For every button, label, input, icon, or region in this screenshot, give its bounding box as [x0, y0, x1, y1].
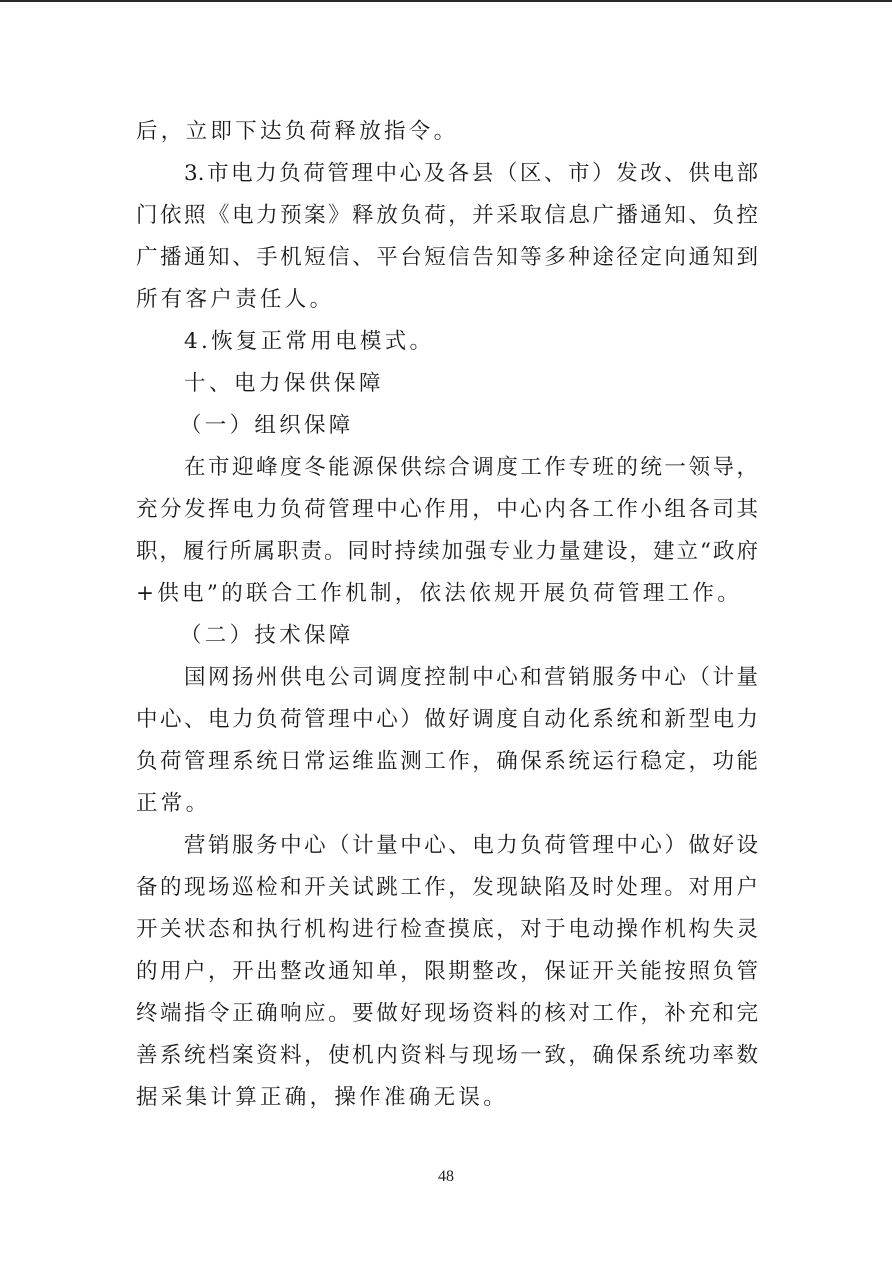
text-line: 正常。 [136, 791, 211, 816]
top-border-line [0, 0, 892, 2]
text-line: 开关状态和执行机构进行检查摸底，对于电动操作机构失灵 [136, 917, 758, 942]
text-line: 广播通知、手机短信、平台短信告知等多种途径定向通知到 [136, 245, 758, 270]
subsection-heading: （一）组织保障 [180, 413, 354, 438]
text-line: 负荷管理系统日常运维监测工作，确保系统运行稳定，功能 [136, 749, 758, 774]
text-line: 的用户，开出整改通知单，限期整改，保证开关能按照负管 [136, 959, 758, 984]
text-line: 充分发挥电力负荷管理中心作用，中心内各工作小组各司其 [136, 497, 758, 522]
text-line: 在市迎峰度冬能源保供综合调度工作专班的统一领导， [184, 455, 758, 480]
text-line: 国网扬州供电公司调度控制中心和营销服务中心（计量 [184, 665, 758, 690]
text-line: 据采集计算正确，操作准确无误。 [136, 1085, 509, 1110]
text-line: 备的现场巡检和开关试跳工作，发现缺陷及时处理。对用户 [136, 875, 758, 900]
text-line: 营销服务中心（计量中心、电力负荷管理中心）做好设 [184, 833, 758, 858]
section-heading: 十、电力保供保障 [184, 371, 385, 396]
text-line: 职，履行所属职责。同时持续加强专业力量建设，建立“政府 [136, 539, 758, 564]
text-line: 后，立即下达负荷释放指令。 [136, 119, 459, 144]
text-line: 3.市电力负荷管理中心及各县（区、市）发改、供电部 [184, 161, 758, 186]
text-line: 4.恢复正常用电模式。 [184, 329, 435, 354]
text-line: +供电”的联合工作机制，依法依规开展负荷管理工作。 [136, 581, 743, 606]
page-number: 48 [438, 1168, 454, 1185]
document-body [136, 111, 758, 1119]
text-line: 所有客户责任人。 [136, 287, 335, 312]
text-line: 门依照《电力预案》释放负荷，并采取信息广播通知、负控 [136, 203, 758, 228]
subsection-heading: （二）技术保障 [180, 623, 354, 648]
text-line: 中心、电力负荷管理中心）做好调度自动化系统和新型电力 [136, 707, 758, 732]
text-line: 终端指令正确响应。要做好现场资料的核对工作，补充和完 [136, 1001, 758, 1026]
text-line: 善系统档案资料，使机内资料与现场一致，确保系统功率数 [136, 1043, 758, 1068]
